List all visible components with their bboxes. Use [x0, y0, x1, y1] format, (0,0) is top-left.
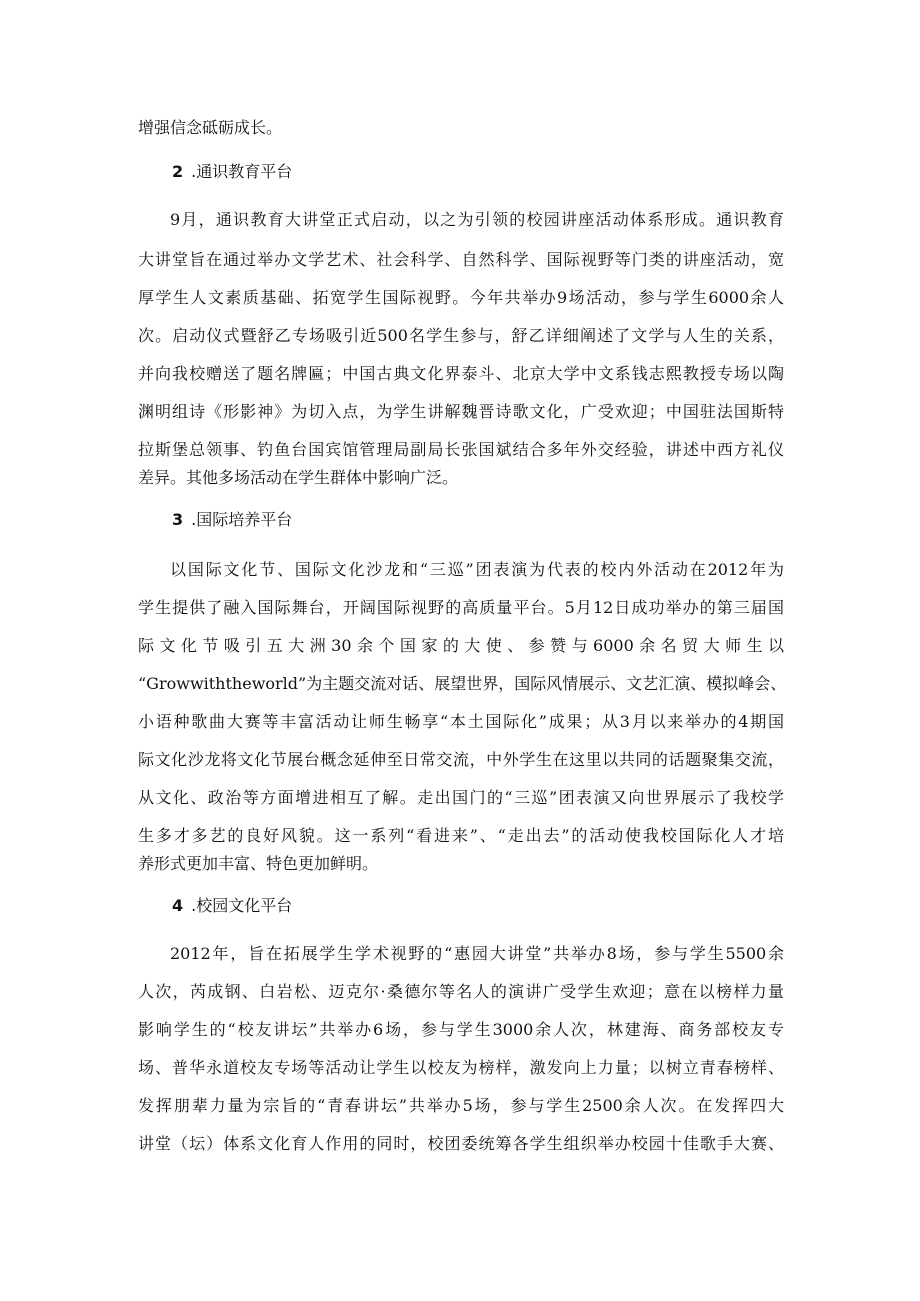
section-heading-3: [172, 510, 292, 530]
paragraph-line: 2012年，旨在拓展学生学术视野的“惠园大讲堂”共举办8场，参与学生5500余: [170, 944, 784, 963]
paragraph-line: 养形式更加丰富、特色更加鲜明。: [138, 854, 379, 873]
section-title: .国际培养平台: [191, 510, 293, 529]
paragraph-line: 际文化沙龙将文化节展台概念延伸至日常交流，中外学生在这里以共同的话题聚集交流，: [138, 750, 784, 769]
paragraph-line: 发挥朋辈力量为宗旨的“青春讲坛”共举办5场，参与学生2500余人次。在发挥四大: [138, 1096, 784, 1115]
paragraph-line: 厚学生人文素质基础、拓宽学生国际视野。今年共举办9场活动，参与学生6000余人: [138, 288, 784, 307]
paragraph-line: 并向我校赠送了题名牌匾；中国古典文化界泰斗、北京大学中文系钱志熙教授专场以陶: [138, 364, 784, 383]
section-heading-4: [172, 896, 292, 916]
paragraph-line: 影响学生的“校友讲坛”共举办6场，参与学生3000余人次，林建海、商务部校友专: [138, 1020, 784, 1039]
paragraph-line: 以国际文化节、国际文化沙龙和“三巡”团表演为代表的校内外活动在2012年为: [170, 560, 784, 579]
paragraph-line: “Growwiththeworld”为主题交流对话、展望世界，国际风情展示、文艺汇演、模拟峰会、: [138, 674, 787, 693]
section-number: 4: [172, 896, 184, 915]
paragraph-line: 拉斯堡总领事、钓鱼台国宾馆管理局副局长张国斌结合多年外交经验，讲述中西方礼仪: [138, 440, 784, 459]
paragraph-line: 大讲堂旨在通过举办文学艺术、社会科学、自然科学、国际视野等门类的讲座活动，宽: [138, 250, 784, 269]
paragraph-line: 场、普华永道校友专场等活动让学生以校友为榜样，激发向上力量；以树立青春榜样、: [138, 1058, 784, 1077]
section-number: 3: [172, 510, 184, 529]
paragraph-line: 人次，芮成钢、白岩松、迈克尔·桑德尔等名人的演讲广受学生欢迎；意在以榜样力量: [138, 982, 784, 1001]
section-title: .通识教育平台: [191, 162, 293, 181]
section-title: .校园文化平台: [191, 896, 293, 915]
paragraph-line: 小语种歌曲大赛等丰富活动让师生畅享“本土国际化”成果；从3月以来举办的4期国: [138, 712, 784, 731]
intro-tail-line: 增强信念砥砺成长。: [138, 118, 283, 137]
paragraph-line: 际文化节吸引五大洲30余个国家的大使、参赞与6000余名贸大师生以: [138, 636, 784, 655]
paragraph-line: 9月，通识教育大讲堂正式启动，以之为引领的校园讲座活动体系形成。通识教育: [170, 210, 784, 229]
paragraph-line: 次。启动仪式暨舒乙专场吸引近500名学生参与，舒乙详细阐述了文学与人生的关系，: [138, 326, 784, 345]
paragraph-line: 从文化、政治等方面增进相互了解。走出国门的“三巡”团表演又向世界展示了我校学: [138, 788, 784, 807]
section-heading-2: [172, 162, 292, 182]
paragraph-line: 差异。其他多场活动在学生群体中影响广泛。: [138, 468, 459, 487]
paragraph-line: 讲堂（坛）体系文化育人作用的同时，校团委统筹各学生组织举办校园十佳歌手大赛、: [138, 1134, 784, 1153]
paragraph-line: 学生提供了融入国际舞台，开阔国际视野的高质量平台。5月12日成功举办的第三届国: [138, 598, 784, 617]
paragraph-line: 渊明组诗《形影神》为切入点，为学生讲解魏晋诗歌文化，广受欢迎；中国驻法国斯特: [138, 402, 784, 421]
paragraph-line: 生多才多艺的良好风貌。这一系列“看进来”、“走出去”的活动使我校国际化人才培: [138, 826, 784, 845]
section-number: 2: [172, 162, 184, 181]
